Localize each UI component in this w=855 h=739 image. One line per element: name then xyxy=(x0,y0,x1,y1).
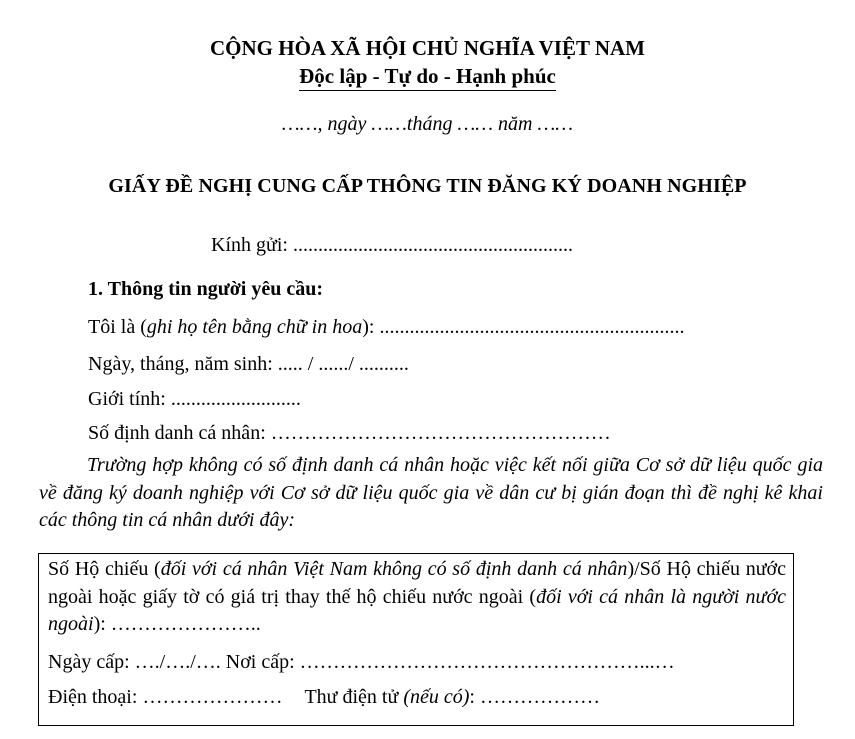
personal-id-field[interactable] xyxy=(88,420,611,446)
gender-label: Giới tính: xyxy=(88,388,171,410)
recipient-field[interactable] xyxy=(211,232,573,258)
email-label-suffix: : xyxy=(469,686,480,708)
date-of-birth-field[interactable] xyxy=(88,351,409,377)
gender-blank[interactable]: .......................... xyxy=(170,388,301,410)
motto-container xyxy=(0,63,855,91)
motto: Độc lập - Tự do - Hạnh phúc xyxy=(299,63,556,91)
full-name-label-prefix: Tôi là ( xyxy=(88,316,147,338)
email-label: Thư điện tử xyxy=(304,686,404,708)
passport-label-1: Số Hộ chiếu ( xyxy=(48,558,161,580)
phone-blank[interactable]: ………………… xyxy=(142,686,283,708)
full-name-blank[interactable]: ............................................................. xyxy=(379,316,685,338)
contact-info-row xyxy=(48,684,600,710)
phone-label: Điện thoại: xyxy=(48,686,143,708)
full-name-label-suffix: ): xyxy=(362,316,380,338)
passport-info-box xyxy=(38,553,794,726)
date-line: ……, ngày ……tháng …… năm …… xyxy=(281,113,574,135)
passport-field[interactable] xyxy=(48,556,786,639)
email-blank[interactable]: ……………… xyxy=(479,686,600,708)
passport-hint-vietnamese: đối với cá nhân Việt Nam không có số định danh cá nhân xyxy=(160,558,628,580)
passport-label-2: )/Số Hộ chiếu nước ngoài hoặc giấy tờ có giá trị thay thế hộ chiếu nước ngoài ( xyxy=(48,558,786,608)
issue-info-row xyxy=(48,649,675,675)
dob-blank[interactable]: ..... / ....../ .......... xyxy=(277,353,409,375)
email-optional-hint: (nếu có) xyxy=(403,686,470,708)
recipient-blank[interactable]: ........................................................ xyxy=(287,234,573,256)
passport-blank[interactable]: ………………….. xyxy=(110,613,261,635)
recipient-label: Kính gửi: xyxy=(211,234,288,256)
personal-id-label: Số định danh cá nhân: xyxy=(88,422,271,444)
alternative-info-note: Trường hợp không có số định danh cá nhân hoặc việc kết nối giữa Cơ sở dữ liệu quốc gia về đăng ký doanh nghiệp với Cơ sở dữ liệu quốc gia về dân cư bị gián đoạn thì đề nghị kê khai các thông tin cá nhân dưới đây: xyxy=(39,454,823,531)
gender-field[interactable] xyxy=(88,386,301,412)
issue-date-blank[interactable]: …./…./…. xyxy=(134,651,221,673)
issue-place-label: Nơi cấp: xyxy=(220,651,300,673)
personal-id-blank[interactable]: …………………………………………… xyxy=(270,422,611,444)
issue-place-blank[interactable]: ……………………………………………...… xyxy=(299,651,675,673)
full-name-field[interactable] xyxy=(88,314,684,340)
dob-label: Ngày, tháng, năm sinh: xyxy=(88,353,278,375)
passport-label-3: ): xyxy=(93,613,111,635)
section-1-heading: 1. Thông tin người yêu cầu: xyxy=(88,278,323,300)
full-name-hint: ghi họ tên bằng chữ in hoa xyxy=(146,316,363,338)
issue-date-label: Ngày cấp: xyxy=(48,651,135,673)
passport-hint-foreigner: đối với cá nhân là người nước ngoài xyxy=(48,585,787,635)
nation-title: CỘNG HÒA XÃ HỘI CHỦ NGHĨA VIỆT NAM xyxy=(209,36,646,60)
document-title: GIẤY ĐỀ NGHỊ CUNG CẤP THÔNG TIN ĐĂNG KÝ DOANH NGHIỆP xyxy=(108,175,747,197)
